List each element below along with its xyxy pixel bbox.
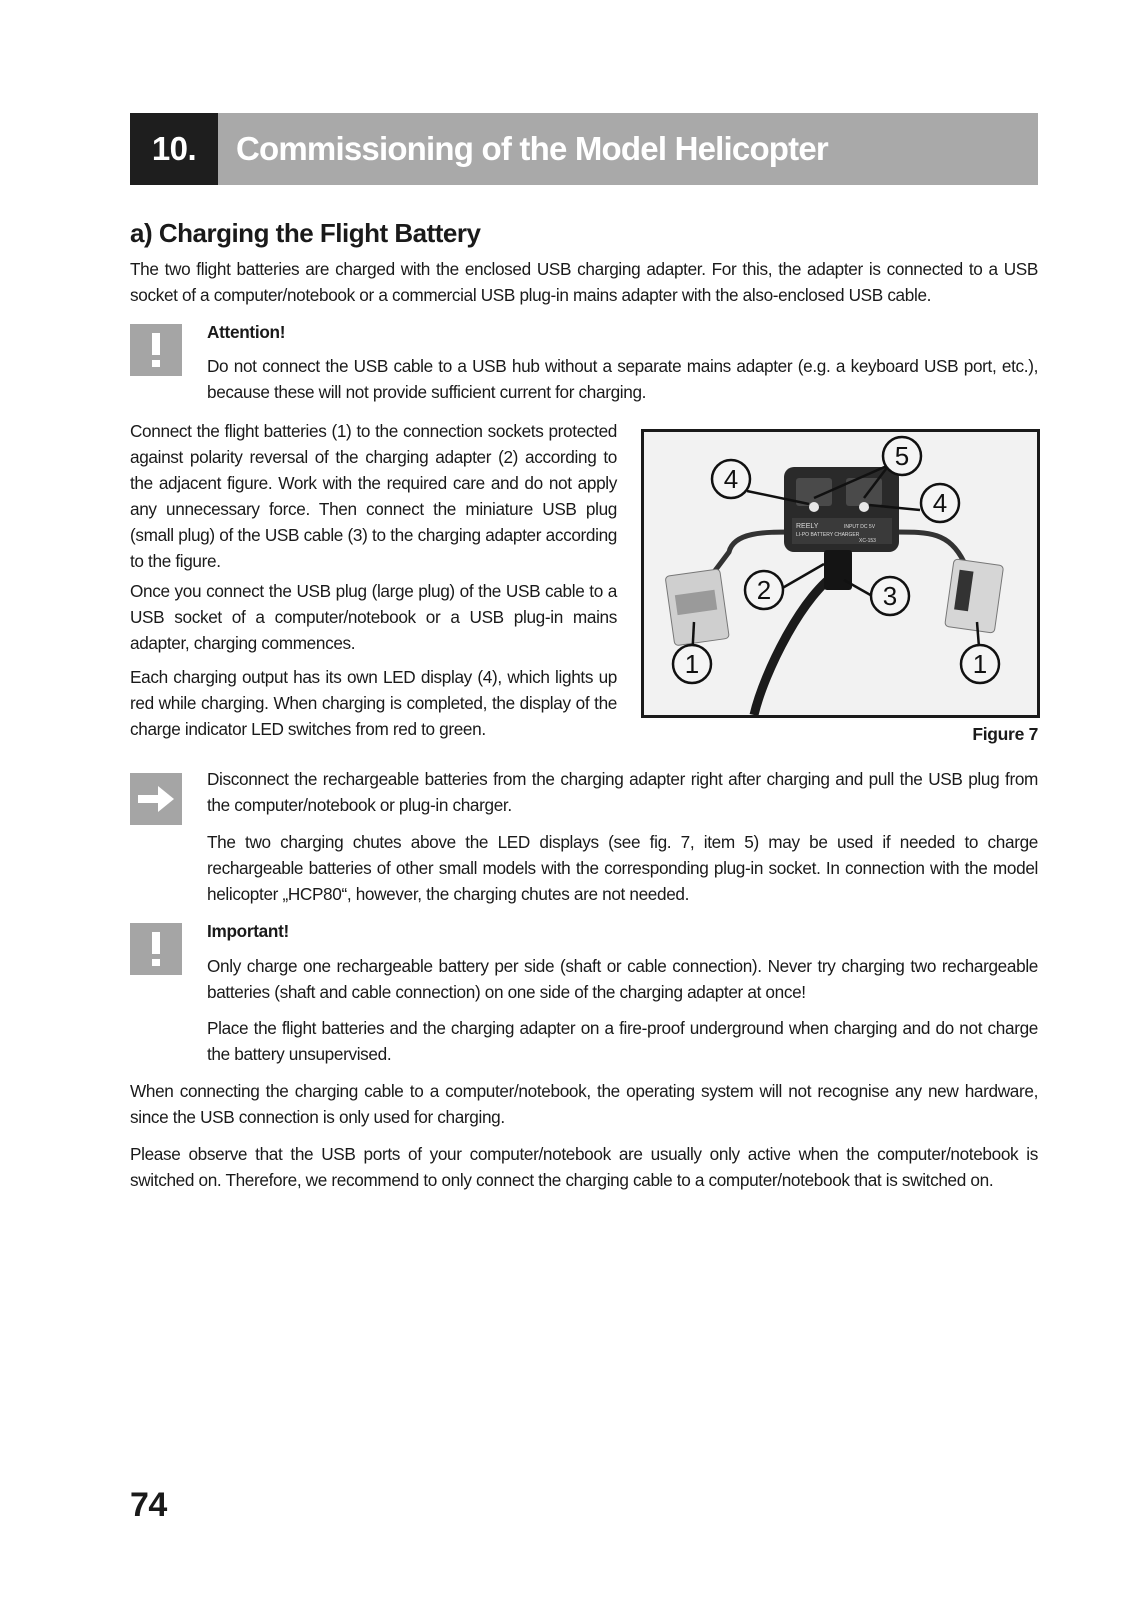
attention-text: Do not connect the USB cable to a USB hub without a separate mains adapter (e.g. a keyboard USB port, etc.), because these will not provide sufficient current for charging. [207,356,1038,402]
svg-text:5: 5 [894,441,910,471]
column-paragraph-1: Connect the flight batteries (1) to the connection sockets protected against polarity reversal of the charging adapter (2) according to the adjacent figure. Work with the required care and do not apply any unnecessary force. Then connect the miniature USB plug (small plug) of the USB cable (3) to the charging adapter according to the figure. [130,421,617,571]
svg-text:XC-153: XC-153 [859,538,876,544]
outro-paragraph-1: When connecting the charging cable to a computer/notebook, the operating system will not recognise any new hardware, since the USB connection is only used for charging. [130,1081,1038,1127]
exclamation-icon [130,923,182,975]
flight-battery-right [945,559,1004,633]
tip-paragraph-2: The two charging chutes above the LED displays (see fig. 7, item 5) may be used if needed to charge rechargeable batteries of other small models with the corresponding plug-in socket. In connection with the model helicopter „HCP80“, however, the charging chutes are not needed. [207,832,1038,904]
svg-text:LI-PO BATTERY CHARGER: LI-PO BATTERY CHARGER [796,532,860,538]
flight-battery-left [665,569,729,646]
arrow-right-icon [130,773,182,825]
svg-text:4: 4 [723,464,739,494]
svg-text:4: 4 [932,488,948,518]
figure-7-photo [641,429,1040,718]
svg-text:INPUT DC 5V: INPUT DC 5V [844,524,876,530]
outro-paragraph-2: Please observe that the USB ports of your computer/notebook are usually only active when the computer/notebook is switched on. Therefore, we recommend to only connect the charging cable to a computer/notebook that is switched on. [130,1144,1038,1190]
exclamation-icon [130,324,182,376]
usb-plug [824,550,852,590]
important-paragraph-2: Place the flight batteries and the charging adapter on a fire-proof underground when charging and do not charge the battery unsupervised. [207,1018,1038,1064]
svg-text:1: 1 [972,649,988,679]
section-title: Commissioning of the Model Helicopter [236,130,828,167]
tip-paragraph-1: Disconnect the rechargeable batteries from the charging adapter right after charging and pull the USB plug from the computer/notebook or plug-in charger. [207,769,1038,815]
figure-caption: Figure 7 [972,724,1038,744]
column-paragraph-3: Each charging output has its own LED display (4), which lights up red while charging. When charging is completed, the display of the charge indicator LED switches from red to green. [130,667,617,739]
section-number: 10. [130,113,218,185]
intro-paragraph: The two flight batteries are charged with the enclosed USB charging adapter. For this, the adapter is connected to a USB socket of a computer/notebook or a commercial USB plug-in mains adapter with the also-enclosed USB cable. [130,259,1038,305]
svg-text:3: 3 [882,581,898,611]
column-paragraph-2: Once you connect the USB plug (large plug) of the USB cable to a USB socket of a computer/notebook or a USB plug-in mains adapter, charging commences. [130,581,617,653]
attention-label: Attention! [207,322,286,342]
important-paragraph-1: Only charge one rechargeable battery per side (shaft or cable connection). Never try charging two rechargeable batteries (shaft and cable connection) on one side of the charging adapter at once! [207,956,1038,1002]
svg-text:2: 2 [756,575,772,605]
subheading: a) Charging the Flight Battery [130,218,481,248]
svg-text:1: 1 [684,649,700,679]
charger-brand: REELY [796,523,819,530]
important-label: Important! [207,921,289,941]
page-number: 74 [130,1486,167,1524]
